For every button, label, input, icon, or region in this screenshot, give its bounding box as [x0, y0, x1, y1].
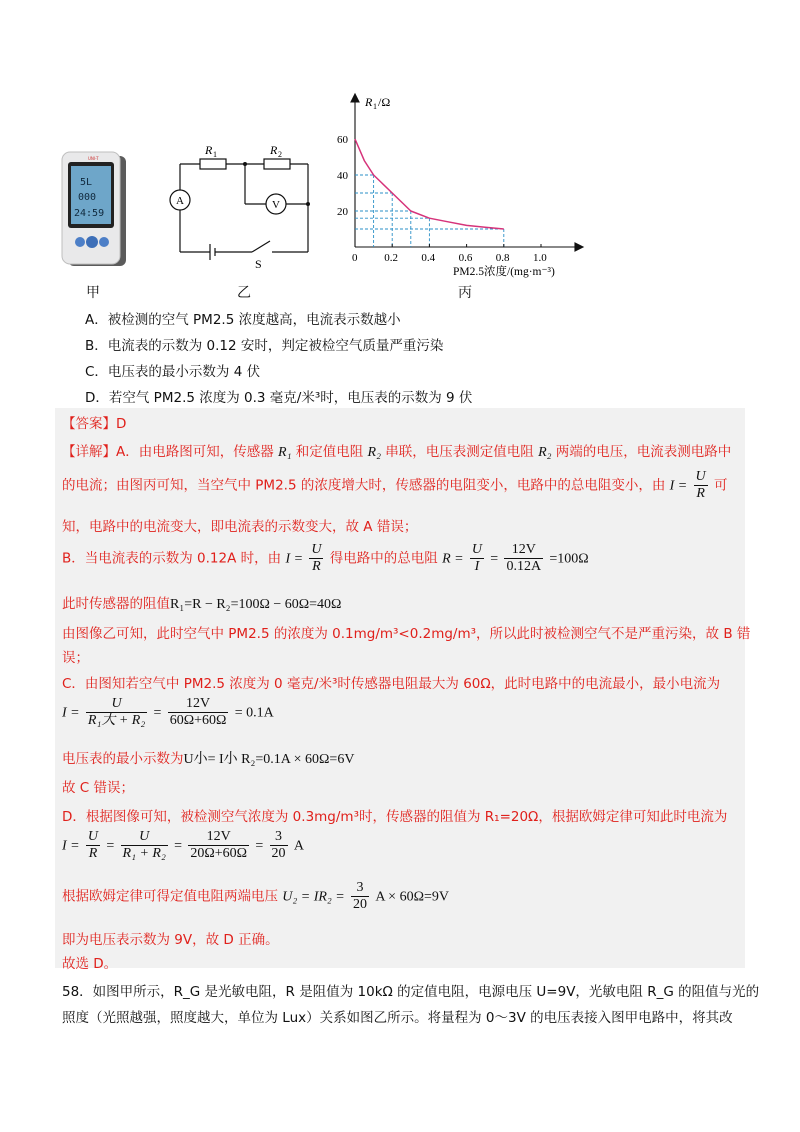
ammeter-label: A	[176, 195, 184, 207]
question-58-line-2: 照度（光照越强，照度越大，单位为 Lux）关系如图乙所示。将量程为 0～3V 的电压表接入图甲电路中，将其改	[62, 1010, 733, 1026]
device-illustration	[58, 148, 130, 270]
r2-label-sub: 2	[278, 150, 282, 159]
y-axis-label-unit: /Ω	[378, 95, 391, 109]
x-tick-label: 0.8	[495, 252, 510, 264]
analysis-d-line-3: 根据欧姆定律可得定值电阻两端电压 U₂ = IR₂ = $\frac{3}{20}$ A × 60Ω=9V	[62, 880, 449, 912]
analysis-d-line-1: D．根据图像可知，被检测空气浓度为 0.3mg/m³时，传感器的阻值为 R₁=20Ω，根据欧姆定律可知此时电流为	[62, 809, 728, 825]
analysis-a-line-3: 知，电路中的电流变大，即电流表的示数变大，故 A 错误；	[62, 519, 418, 535]
analysis-b-line-3: 由图像乙可知，此时空气中 PM2.5 的浓度为 0.1mg/m³<0.2mg/m³，所以此时被检测空气不是严重污染，故 B 错	[62, 626, 751, 642]
x-tick-label: 0	[352, 252, 358, 264]
resistor-r2	[264, 159, 290, 169]
pm25-resistance-graph	[335, 90, 595, 290]
device-screen-line-3: 24:59	[74, 208, 105, 219]
figure-label-bing: 丙	[458, 285, 472, 301]
final-answer: 故选 D。	[62, 956, 118, 972]
answer-line: 【答案】D	[62, 416, 127, 432]
analysis-a-line-1: 【详解】A．由电路图可知，传感器 R₁ 和定值电阻 R₂ 串联，电压表测定值电阻 R₂ 两端的电压，电流表测电路中	[62, 444, 732, 460]
circuit-diagram	[160, 140, 320, 270]
formula-u-over-r: $\frac{U}{R}$	[695, 469, 706, 501]
air-quality-device-figure	[58, 148, 130, 270]
r2-label: R	[270, 143, 278, 157]
y-axis-label: R	[365, 95, 373, 109]
option-a: A．被检测的空气 PM2.5 浓度越高，电流表示数越小	[85, 312, 401, 328]
resistance-curve	[355, 139, 504, 229]
analysis-b-line-4: 误；	[62, 650, 89, 666]
r1-label: R	[205, 143, 213, 157]
analysis-c-line-1: C．由图知若空气中 PM2.5 浓度为 0 毫克/米³时传感器电阻最大为 60Ω，此时电路中的电流最小，最小电流为	[62, 676, 721, 692]
switch-icon	[252, 241, 270, 252]
question-58-line-1: 58．如图甲所示，R_G 是光敏电阻，R 是阻值为 10kΩ 的定值电阻，电源电压 U=9V，光敏电阻 R_G 的阻值与光的	[62, 984, 760, 1000]
device-screen-line-2: 000	[78, 192, 97, 203]
analysis-d-line-4: 即为电压表示数为 9V，故 D 正确。	[62, 932, 279, 948]
figure-label-yi: 乙	[237, 285, 251, 301]
r1-label-sub: 1	[213, 150, 217, 159]
switch-label: S	[255, 257, 262, 270]
analysis-a-line-2: 的电流；由图丙可知，当空气中 PM2.5 的浓度增大时，传感器的电阻变小，电路中的总电阻变小，由 I = $\frac{U}{R}$ 可	[62, 469, 728, 501]
x-tick-label: 0.6	[458, 252, 473, 264]
option-d: D．若空气 PM2.5 浓度为 0.3 毫克/米³时，电压表的示数为 9 伏	[85, 390, 473, 406]
option-b: B．电流表的示数为 0.12 安时，判定被检空气质量严重污染	[85, 338, 444, 354]
resistor-r1	[200, 159, 226, 169]
analysis-c-line-4: 故 C 错误；	[62, 780, 135, 796]
x-tick-label: 0.2	[384, 252, 398, 264]
y-tick-label: 40	[337, 170, 348, 182]
analysis-c-line-2: I = $\frac{U}{\text{R₁大 + R₂}}$ = $\frac{12V}{60\Omega+60\Omega}$ = 0.1A	[62, 696, 274, 728]
analysis-b-line-1: B．当电流表的示数为 0.12A 时，由 I = $\frac{U}{R}$ 得电路中的总电阻 R = $\frac{U}{I}$ = $\frac{12V}{0.12A}$ =100Ω	[62, 542, 589, 574]
figure-label-jia: 甲	[86, 285, 100, 301]
circuit-svg	[160, 140, 320, 270]
analysis-d-line-2: I = $\frac{U}{R}$ = $\frac{U}{\text{R₁ + R₂}}$ = $\frac{12V}{20\Omega+60\Omega}$ = $\frac{3}{20}$ A	[62, 829, 304, 861]
y-tick-label: 20	[337, 206, 348, 218]
x-axis-label: PM2.5浓度/(mg·m⁻³)	[453, 266, 555, 278]
graph-svg	[335, 90, 595, 290]
device-screen-line-1: 5L	[80, 177, 93, 188]
y-tick-label: 60	[337, 134, 348, 146]
voltmeter-label: V	[272, 199, 280, 211]
x-tick-label: 1.0	[533, 252, 547, 264]
device-brand: UNI-T	[88, 156, 99, 161]
analysis-c-line-3: 电压表的最小示数为U小= I小 R₂=0.1A × 60Ω=6V	[62, 751, 355, 767]
analysis-b-line-2: 此时传感器的阻值R₁=R − R₂=100Ω − 60Ω=40Ω	[62, 596, 342, 612]
x-tick-label: 0.4	[421, 252, 436, 264]
option-c: C．电压表的最小示数为 4 伏	[85, 364, 261, 380]
y-axis-label-sub: 1	[373, 102, 377, 111]
